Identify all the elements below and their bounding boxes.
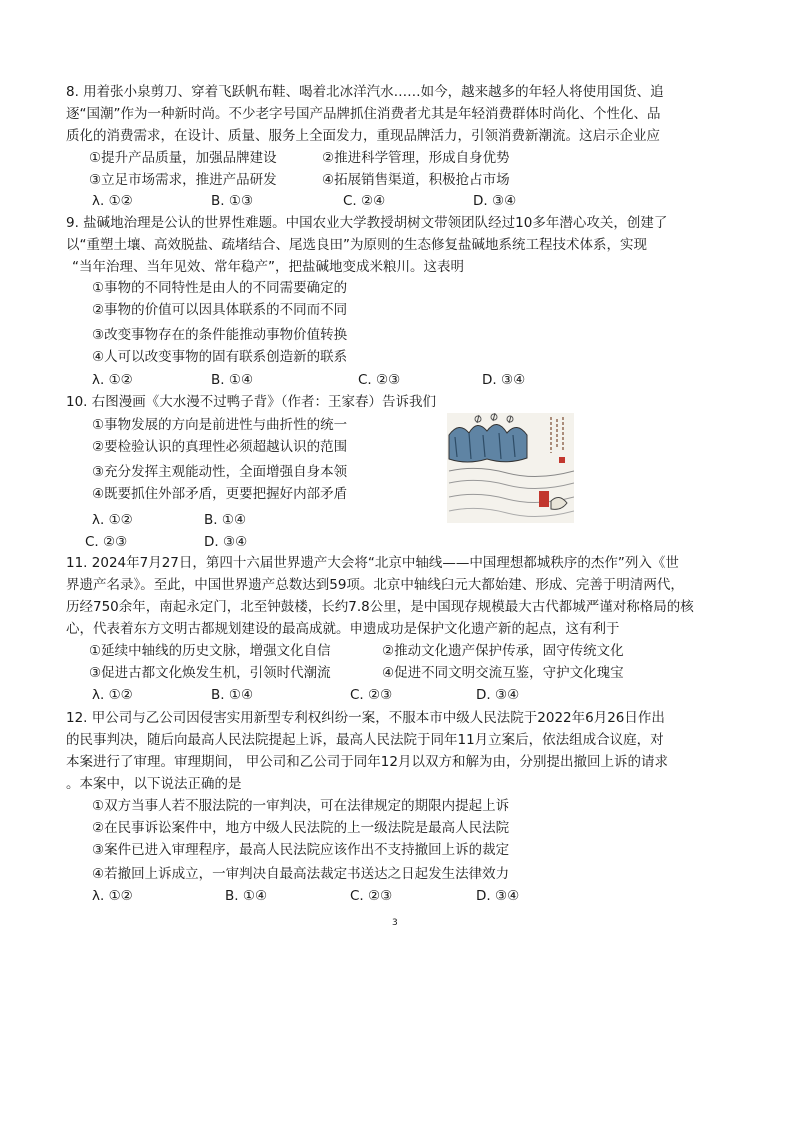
q9-stem-line3: “当年治理、当年见效、常年稳产”，把盐碱地变成米粮川。这表明 bbox=[72, 259, 464, 275]
q9-option-b[interactable]: B. ①④ bbox=[211, 372, 254, 388]
q9-statement-2: ②事物的价值可以因具体联系的不同而不同 bbox=[92, 302, 348, 318]
q11-option-b[interactable]: B. ①④ bbox=[211, 687, 254, 703]
q11-stem-line2: 界遗产名录》。至此，中国世界遗产总数达到59项。北京中轴线臼元大都始建、形成、完善于明清两代， bbox=[66, 577, 684, 593]
q10-statement-1: ①事物发展的方向是前进性与曲折性的统一 bbox=[92, 417, 348, 433]
q8-statement-4: ④拓展销售渠道，积极抢占市场 bbox=[322, 172, 510, 188]
q12-stem-line1: 12. 甲公司与乙公司因侵害实用新型专利权纠纷一案，不服本市中级人民法院于2022年6月26日作出 bbox=[66, 710, 665, 726]
q10-statement-2: ②要检验认识的真理性必须超越认识的范围 bbox=[92, 439, 348, 455]
q12-option-d[interactable]: D. ③④ bbox=[476, 888, 520, 904]
q10-option-c[interactable]: C. ②③ bbox=[85, 534, 128, 550]
q10-option-b[interactable]: B. ①④ bbox=[204, 512, 247, 528]
q8-option-c[interactable]: C. ②④ bbox=[343, 193, 386, 209]
q12-stem-line2: 的民事判决，随后向最高人民法院提起上诉，最高人民法院于同年11月立案后，依法组成合议庭，对 bbox=[66, 732, 664, 748]
q12-statement-4: ④若撤回上诉成立，一审判决自最高法裁定书送达之日起发生法律效力 bbox=[92, 866, 510, 882]
q10-option-a[interactable]: λ. ①② bbox=[92, 512, 133, 528]
q9-stem-line2: 以“重塑土壤、高效脱盐、疏堵结合、尾选良田”为原则的生态修复盐碱地系统工程技术体系，实现 bbox=[66, 237, 647, 253]
q8-statement-3: ③立足市场需求，推进产品研发 bbox=[89, 172, 277, 188]
q8-stem-line3: 质化的消费需求，在设计、质量、服务上全面发力，重现品牌活力，引领消费新潮流。这启示企业应 bbox=[66, 128, 660, 144]
q10-stem-line1: 10. 右图漫画《大水漫不过鸭子背》（作者：王家春）告诉我们 bbox=[66, 394, 437, 410]
q11-statement-3: ③促进古都文化焕发生机，引领时代潮流 bbox=[89, 665, 331, 681]
q9-statement-4: ④人可以改变事物的固有联系创造新的联系 bbox=[92, 349, 348, 365]
q8-stem-line2: 逐“国潮”作为一种新时尚。不少老字号国产品牌抓住消费者尤其是年轻消费群体时尚化、个性化、品 bbox=[66, 106, 661, 122]
q8-option-d[interactable]: D. ③④ bbox=[473, 193, 517, 209]
q12-option-a[interactable]: λ. ①② bbox=[92, 888, 133, 904]
q9-statement-3: ③改变事物存在的条件能推动事物价值转换 bbox=[92, 327, 348, 343]
q11-stem-line1: 11. 2024年7月27日，第四十六届世界遗产大会将“北京中轴线——中国理想都城秩序的杰作”列入《世 bbox=[66, 555, 679, 571]
q9-option-a[interactable]: λ. ①② bbox=[92, 372, 133, 388]
q8-stem-line1: 8. 用着张小泉剪刀、穿着飞跃帆布鞋、喝着北冰洋汽水……如今，越来越多的年轻人将使用国货、追 bbox=[66, 84, 664, 100]
q11-option-a[interactable]: λ. ①② bbox=[92, 687, 133, 703]
q12-stem-line3: 本案进行了审理。审理期间， 甲公司和乙公司于同年12月以双方和解为由，分别提出撤回上诉的请求 bbox=[66, 754, 668, 770]
q11-option-c[interactable]: C. ②③ bbox=[350, 687, 393, 703]
q11-option-d[interactable]: D. ③④ bbox=[476, 687, 520, 703]
q10-statement-3: ③充分发挥主观能动性，全面增强自身本领 bbox=[92, 464, 348, 480]
q8-option-b[interactable]: B. ①③ bbox=[211, 193, 254, 209]
q9-option-d[interactable]: D. ③④ bbox=[482, 372, 526, 388]
q10-option-d[interactable]: D. ③④ bbox=[204, 534, 248, 550]
cartoon-ducks-in-flood-image bbox=[447, 413, 574, 523]
q12-statement-3: ③案件已进入审理程序，最高人民法院应该作出不支持撤回上诉的裁定 bbox=[92, 842, 510, 858]
q8-statement-2: ②推进科学管理，形成自身优势 bbox=[322, 150, 510, 166]
q9-option-c[interactable]: C. ②③ bbox=[358, 372, 401, 388]
q11-stem-line3: 历经750余年，南起永定门，北至钟鼓楼，长约7.8公里，是中国现存规模最大古代都城严谨对称格局的核 bbox=[66, 599, 694, 615]
page-number: 3 bbox=[392, 918, 398, 928]
q12-statement-1: ①双方当事人若不服法院的一审判决，可在法律规定的期限内提起上诉 bbox=[92, 798, 510, 814]
q8-statement-1: ①提升产品质量，加强品牌建设 bbox=[89, 150, 277, 166]
q9-stem-line1: 9. 盐碱地治理是公认的世界性难题。中国农业大学教授胡树文带领团队经过10多年潜心攻关，创建了 bbox=[66, 215, 668, 231]
q12-option-b[interactable]: B. ①④ bbox=[225, 888, 268, 904]
q12-statement-2: ②在民事诉讼案件中，地方中级人民法院的上一级法院是最高人民法院 bbox=[92, 820, 510, 836]
q11-statement-2: ②推动文化遗产保护传承，固守传统文化 bbox=[382, 643, 624, 659]
q11-stem-line4: 心，代表着东方文明古都规划建设的最高成就。申遗成功是保护文化遗产新的起点，这有利于 bbox=[66, 621, 620, 637]
q8-option-a[interactable]: λ. ①② bbox=[92, 193, 133, 209]
q9-statement-1: ①事物的不同特性是由人的不同需要确定的 bbox=[92, 280, 348, 296]
q10-statement-4: ④既要抓住外部矛盾，更要把握好内部矛盾 bbox=[92, 486, 348, 502]
q12-option-c[interactable]: C. ②③ bbox=[350, 888, 393, 904]
q11-statement-1: ①延续中轴线的历史文脉，增强文化自信 bbox=[89, 643, 331, 659]
q12-stem-line4: 。本案中，以下说法正确的是 bbox=[66, 776, 242, 792]
q11-statement-4: ④促进不同文明交流互鉴，守护文化瑰宝 bbox=[382, 665, 624, 681]
